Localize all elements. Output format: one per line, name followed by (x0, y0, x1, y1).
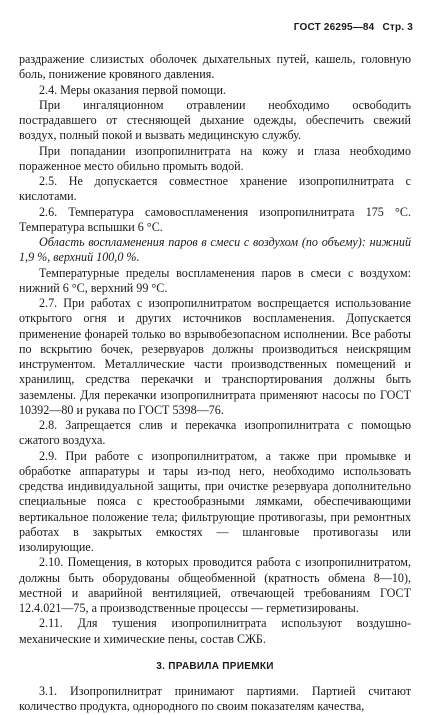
clause-2-10: 2.10. Помещения, в которых проводится работа с изопропилнитратом, должны быть оборудованы общеобменной (кратность обмена 8—10), местной и аварийной вентиляцией, отвечающей требованиям ГОСТ 12.4.021—75, а производственные процессы — герметизированы. (19, 555, 411, 615)
clause-2-5: 2.5. Не допускается совместное хранение изопропилнитрата с кислотами. (19, 174, 411, 204)
paragraph: При ингаляционном отравлении необходимо освободить пострадавшего от стесняющей дыхание одежды, обеспечить свежий воздух, полный покой и вызвать медицинскую службу. (19, 97, 411, 143)
clause-3-1: 3.1. Изопропилнитрат принимают партиями. Партией считают количество продукта, однородного по своим показателям качества, (19, 684, 411, 714)
clause-2-11: 2.11. Для тушения изопропилнитрата используют воздушно-механические и химические пены, состав СЖБ. (19, 616, 411, 646)
paragraph: Область воспламенения паров в смеси с воздухом (по объему): нижний 1,9 %, верхний 100,0 %. (19, 235, 411, 265)
clause-2-6: 2.6. Температура самовоспламенения изопропилнитрата 175 °С. Температура вспышки 6 °С. (19, 204, 411, 234)
clause-2-7: 2.7. При работах с изопропилнитратом воспрещается использование открытого огня и других источников воспламенения. Допускается применение фонарей только во взрывобезопасном исполнении. Все работы по вскрытию бочек, резервуаров должны производиться неискрящим инструментом. Металлические части производственных помещений и хранилищ, средства перекачки и транспортирования должны быть заземлены. Для перекачки изопропилнитрата применяют насосы по ГОСТ 10392—80 и рукава по ГОСТ 5398—76. (19, 296, 411, 417)
clause-2-8: 2.8. Запрещается слив и перекачка изопропилнитрата с помощью сжатого воздуха. (19, 418, 411, 448)
standard-number: ГОСТ 26295—84 (293, 22, 375, 33)
clause-2-4: 2.4. Меры оказания первой помощи. (39, 82, 226, 97)
page-number: Стр. 3 (382, 22, 413, 33)
paragraph: Температурные пределы воспламенения паров в смеси с воздухом: нижний 6 °С, верхний 99 °С. (19, 265, 411, 295)
page-body (19, 52, 411, 715)
paragraph: При попадании изопропилнитрата на кожу и глаза необходимо пораженное место обильно промыть водой. (19, 143, 411, 173)
section-title: 3. ПРАВИЛА ПРИЕМКИ (156, 660, 274, 672)
page-header (294, 22, 413, 33)
paragraph: раздражение слизистых оболочек дыхательных путей, кашель, головную боль, понижение кровяного давления. (19, 52, 411, 82)
clause-2-9: 2.9. При работе с изопропилнитратом, а также при промывке и обработке аппаратуры и тары из-под него, необходимо использовать средства индивидуальной защиты, при очистке резервуара дополнительно специальные пояса с крестообразными лямками, обеспечивающими вертикальное положение тела; фильтрующие противогазы, при ремонтных работах в закрытых емкостях — шланговые противогазы или изолирующие. (19, 448, 411, 554)
